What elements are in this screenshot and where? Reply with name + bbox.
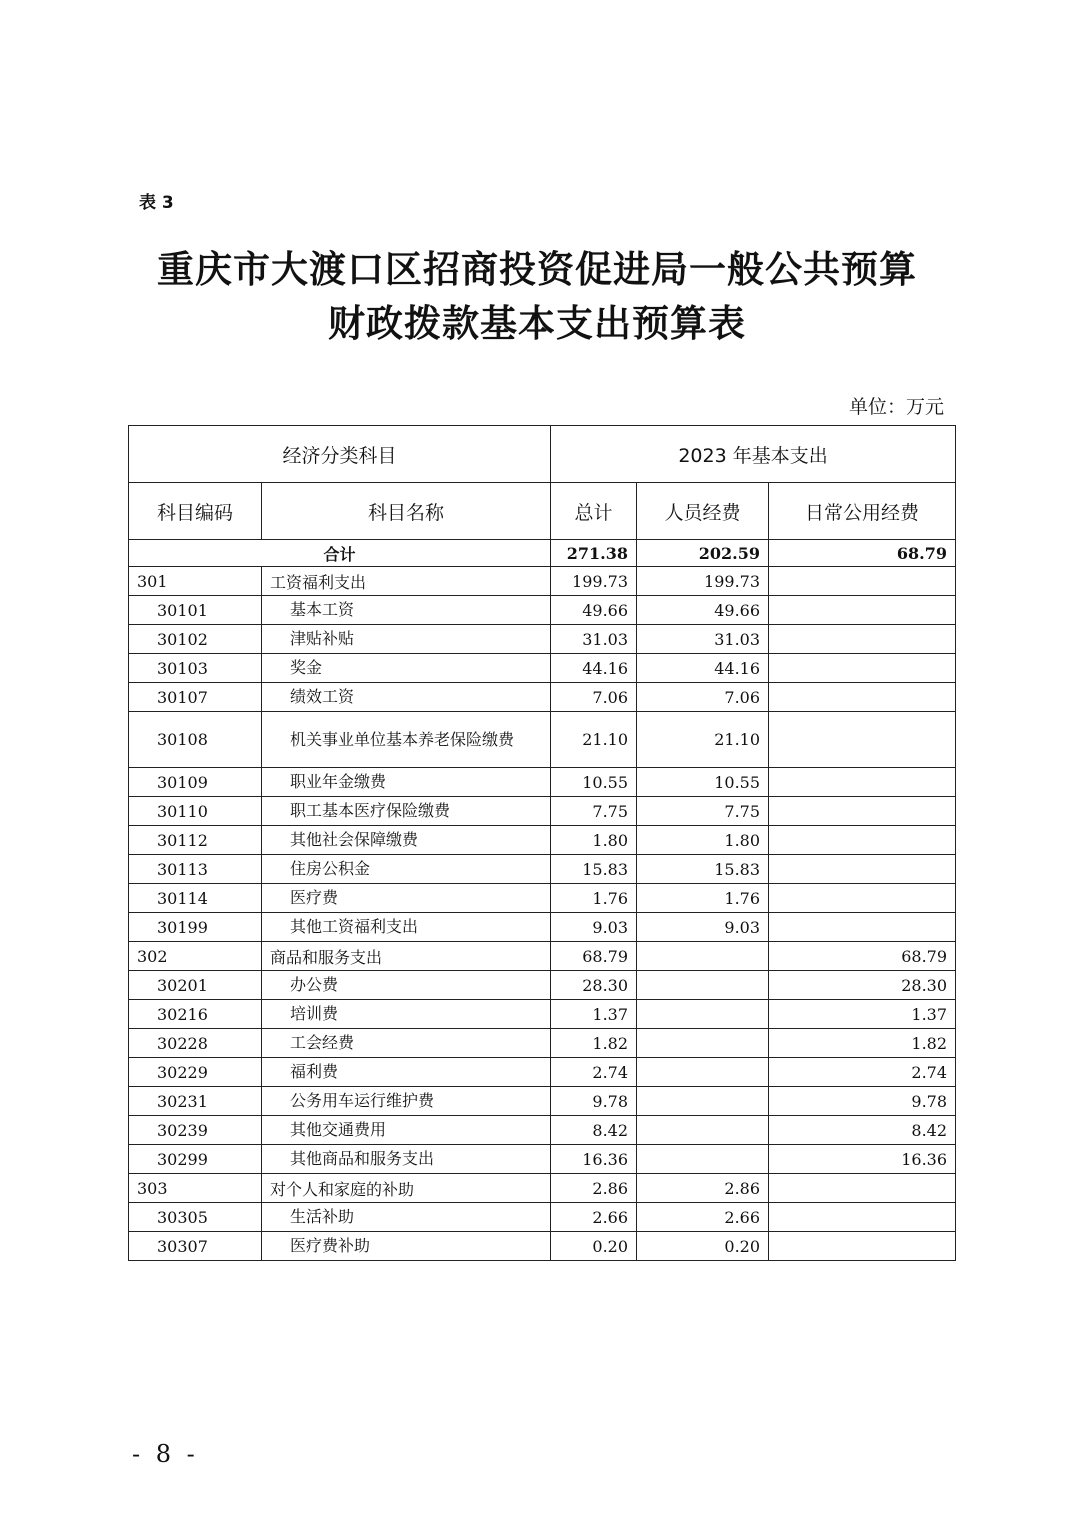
row-total: 1.37 (551, 1000, 637, 1029)
row-code: 30199 (129, 913, 262, 942)
row-code: 30228 (129, 1029, 262, 1058)
row-total: 31.03 (551, 625, 637, 654)
row-personnel: 44.16 (637, 654, 769, 683)
row-personnel: 31.03 (637, 625, 769, 654)
row-code: 30103 (129, 654, 262, 683)
row-code: 30305 (129, 1203, 262, 1232)
total-label: 合计 (129, 540, 551, 567)
row-personnel: 15.83 (637, 855, 769, 884)
row-personnel: 2.66 (637, 1203, 769, 1232)
row-total: 9.03 (551, 913, 637, 942)
row-total: 16.36 (551, 1145, 637, 1174)
row-personnel: 1.80 (637, 826, 769, 855)
table-row (129, 855, 956, 884)
row-total: 68.79 (551, 942, 637, 971)
row-code: 303 (129, 1174, 262, 1203)
row-public (769, 797, 956, 826)
table-label: 表 3 (139, 193, 174, 213)
header-public: 日常公用经费 (769, 483, 956, 540)
row-public (769, 884, 956, 913)
row-public (769, 567, 956, 596)
header-code: 科目编码 (129, 483, 262, 540)
row-total: 28.30 (551, 971, 637, 1000)
row-public (769, 826, 956, 855)
row-name: 工资福利支出 (262, 567, 551, 596)
total-public: 68.79 (769, 540, 956, 567)
row-total: 1.82 (551, 1029, 637, 1058)
row-public (769, 913, 956, 942)
row-personnel: 199.73 (637, 567, 769, 596)
row-code: 30108 (129, 712, 262, 768)
table-row (129, 826, 956, 855)
row-name: 住房公积金 (262, 855, 551, 884)
row-name: 商品和服务支出 (262, 942, 551, 971)
row-public (769, 1174, 956, 1203)
row-personnel (637, 1000, 769, 1029)
row-public (769, 855, 956, 884)
table-row (129, 625, 956, 654)
row-name: 机关事业单位基本养老保险缴费 (262, 712, 551, 768)
row-name: 福利费 (262, 1058, 551, 1087)
row-name: 津贴补贴 (262, 625, 551, 654)
row-name: 医疗费补助 (262, 1232, 551, 1261)
row-total: 1.76 (551, 884, 637, 913)
row-personnel (637, 942, 769, 971)
row-total: 9.78 (551, 1087, 637, 1116)
row-code: 30216 (129, 1000, 262, 1029)
table-row (129, 1000, 956, 1029)
table-row (129, 942, 956, 971)
row-public: 9.78 (769, 1087, 956, 1116)
table-row (129, 1174, 956, 1203)
row-public: 68.79 (769, 942, 956, 971)
budget-table (128, 425, 956, 1261)
row-public: 2.74 (769, 1058, 956, 1087)
total-total: 271.38 (551, 540, 637, 567)
total-personnel: 202.59 (637, 540, 769, 567)
row-name: 职业年金缴费 (262, 768, 551, 797)
row-public (769, 625, 956, 654)
row-personnel: 7.75 (637, 797, 769, 826)
row-personnel: 49.66 (637, 596, 769, 625)
row-public (769, 712, 956, 768)
row-name: 培训费 (262, 1000, 551, 1029)
table-row (129, 567, 956, 596)
unit-label: 单位：万元 (848, 396, 944, 418)
row-code: 30229 (129, 1058, 262, 1087)
header-column-row (129, 483, 956, 540)
row-personnel (637, 1058, 769, 1087)
row-public (769, 1203, 956, 1232)
row-public: 1.37 (769, 1000, 956, 1029)
table-row (129, 654, 956, 683)
row-code: 30101 (129, 596, 262, 625)
row-name: 对个人和家庭的补助 (262, 1174, 551, 1203)
row-name: 公务用车运行维护费 (262, 1087, 551, 1116)
row-total: 7.06 (551, 683, 637, 712)
row-personnel: 1.76 (637, 884, 769, 913)
row-name: 职工基本医疗保险缴费 (262, 797, 551, 826)
row-code: 30299 (129, 1145, 262, 1174)
table-row (129, 884, 956, 913)
row-name: 其他商品和服务支出 (262, 1145, 551, 1174)
row-public: 1.82 (769, 1029, 956, 1058)
row-personnel (637, 971, 769, 1000)
row-name: 其他工资福利支出 (262, 913, 551, 942)
row-name: 医疗费 (262, 884, 551, 913)
row-personnel (637, 1029, 769, 1058)
title-line-1: 重庆市大渡口区招商投资促进局一般公共预算 (157, 248, 917, 291)
row-public (769, 683, 956, 712)
row-personnel: 0.20 (637, 1232, 769, 1261)
row-name: 其他交通费用 (262, 1116, 551, 1145)
table-row (129, 1145, 956, 1174)
row-personnel: 7.06 (637, 683, 769, 712)
row-code: 30239 (129, 1116, 262, 1145)
row-name: 工会经费 (262, 1029, 551, 1058)
row-total: 8.42 (551, 1116, 637, 1145)
table-row (129, 913, 956, 942)
row-total: 21.10 (551, 712, 637, 768)
title-line-2: 财政拨款基本支出预算表 (328, 302, 746, 345)
row-code: 30231 (129, 1087, 262, 1116)
row-code: 30113 (129, 855, 262, 884)
header-name: 科目名称 (262, 483, 551, 540)
row-total: 15.83 (551, 855, 637, 884)
row-total: 2.74 (551, 1058, 637, 1087)
row-total: 2.66 (551, 1203, 637, 1232)
table-row (129, 1058, 956, 1087)
row-total: 7.75 (551, 797, 637, 826)
row-total: 2.86 (551, 1174, 637, 1203)
row-personnel: 21.10 (637, 712, 769, 768)
row-code: 301 (129, 567, 262, 596)
row-code: 302 (129, 942, 262, 971)
row-code: 30102 (129, 625, 262, 654)
row-total: 44.16 (551, 654, 637, 683)
table-body (129, 540, 956, 1261)
row-public (769, 596, 956, 625)
page-number: - 8 - (132, 1440, 199, 1468)
table-row (129, 768, 956, 797)
row-total: 199.73 (551, 567, 637, 596)
row-personnel: 9.03 (637, 913, 769, 942)
row-public: 28.30 (769, 971, 956, 1000)
table-row (129, 971, 956, 1000)
row-name: 奖金 (262, 654, 551, 683)
row-public (769, 1232, 956, 1261)
table-row (129, 1029, 956, 1058)
row-code: 30114 (129, 884, 262, 913)
table-row (129, 1116, 956, 1145)
row-code: 30112 (129, 826, 262, 855)
table-row (129, 683, 956, 712)
row-name: 绩效工资 (262, 683, 551, 712)
table-row (129, 596, 956, 625)
row-public (769, 768, 956, 797)
table-row (129, 797, 956, 826)
row-code: 30307 (129, 1232, 262, 1261)
row-total: 10.55 (551, 768, 637, 797)
table-row (129, 1232, 956, 1261)
row-total: 1.80 (551, 826, 637, 855)
header-total: 总计 (551, 483, 637, 540)
row-personnel (637, 1116, 769, 1145)
row-code: 30201 (129, 971, 262, 1000)
row-personnel: 2.86 (637, 1174, 769, 1203)
row-public (769, 654, 956, 683)
row-code: 30107 (129, 683, 262, 712)
row-personnel (637, 1145, 769, 1174)
row-personnel: 10.55 (637, 768, 769, 797)
table-row (129, 712, 956, 768)
header-personnel: 人员经费 (637, 483, 769, 540)
header-economic-classification: 经济分类科目 (129, 426, 551, 483)
page-title (0, 243, 1074, 351)
row-code: 30110 (129, 797, 262, 826)
row-personnel (637, 1087, 769, 1116)
header-group-row (129, 426, 956, 483)
header-basic-expenditure: 2023 年基本支出 (551, 426, 956, 483)
row-public: 16.36 (769, 1145, 956, 1174)
row-name: 其他社会保障缴费 (262, 826, 551, 855)
row-total: 49.66 (551, 596, 637, 625)
row-total: 0.20 (551, 1232, 637, 1261)
row-name: 生活补助 (262, 1203, 551, 1232)
row-name: 基本工资 (262, 596, 551, 625)
row-code: 30109 (129, 768, 262, 797)
table-row (129, 1087, 956, 1116)
row-public: 8.42 (769, 1116, 956, 1145)
table-row (129, 1203, 956, 1232)
total-row (129, 540, 956, 567)
row-name: 办公费 (262, 971, 551, 1000)
